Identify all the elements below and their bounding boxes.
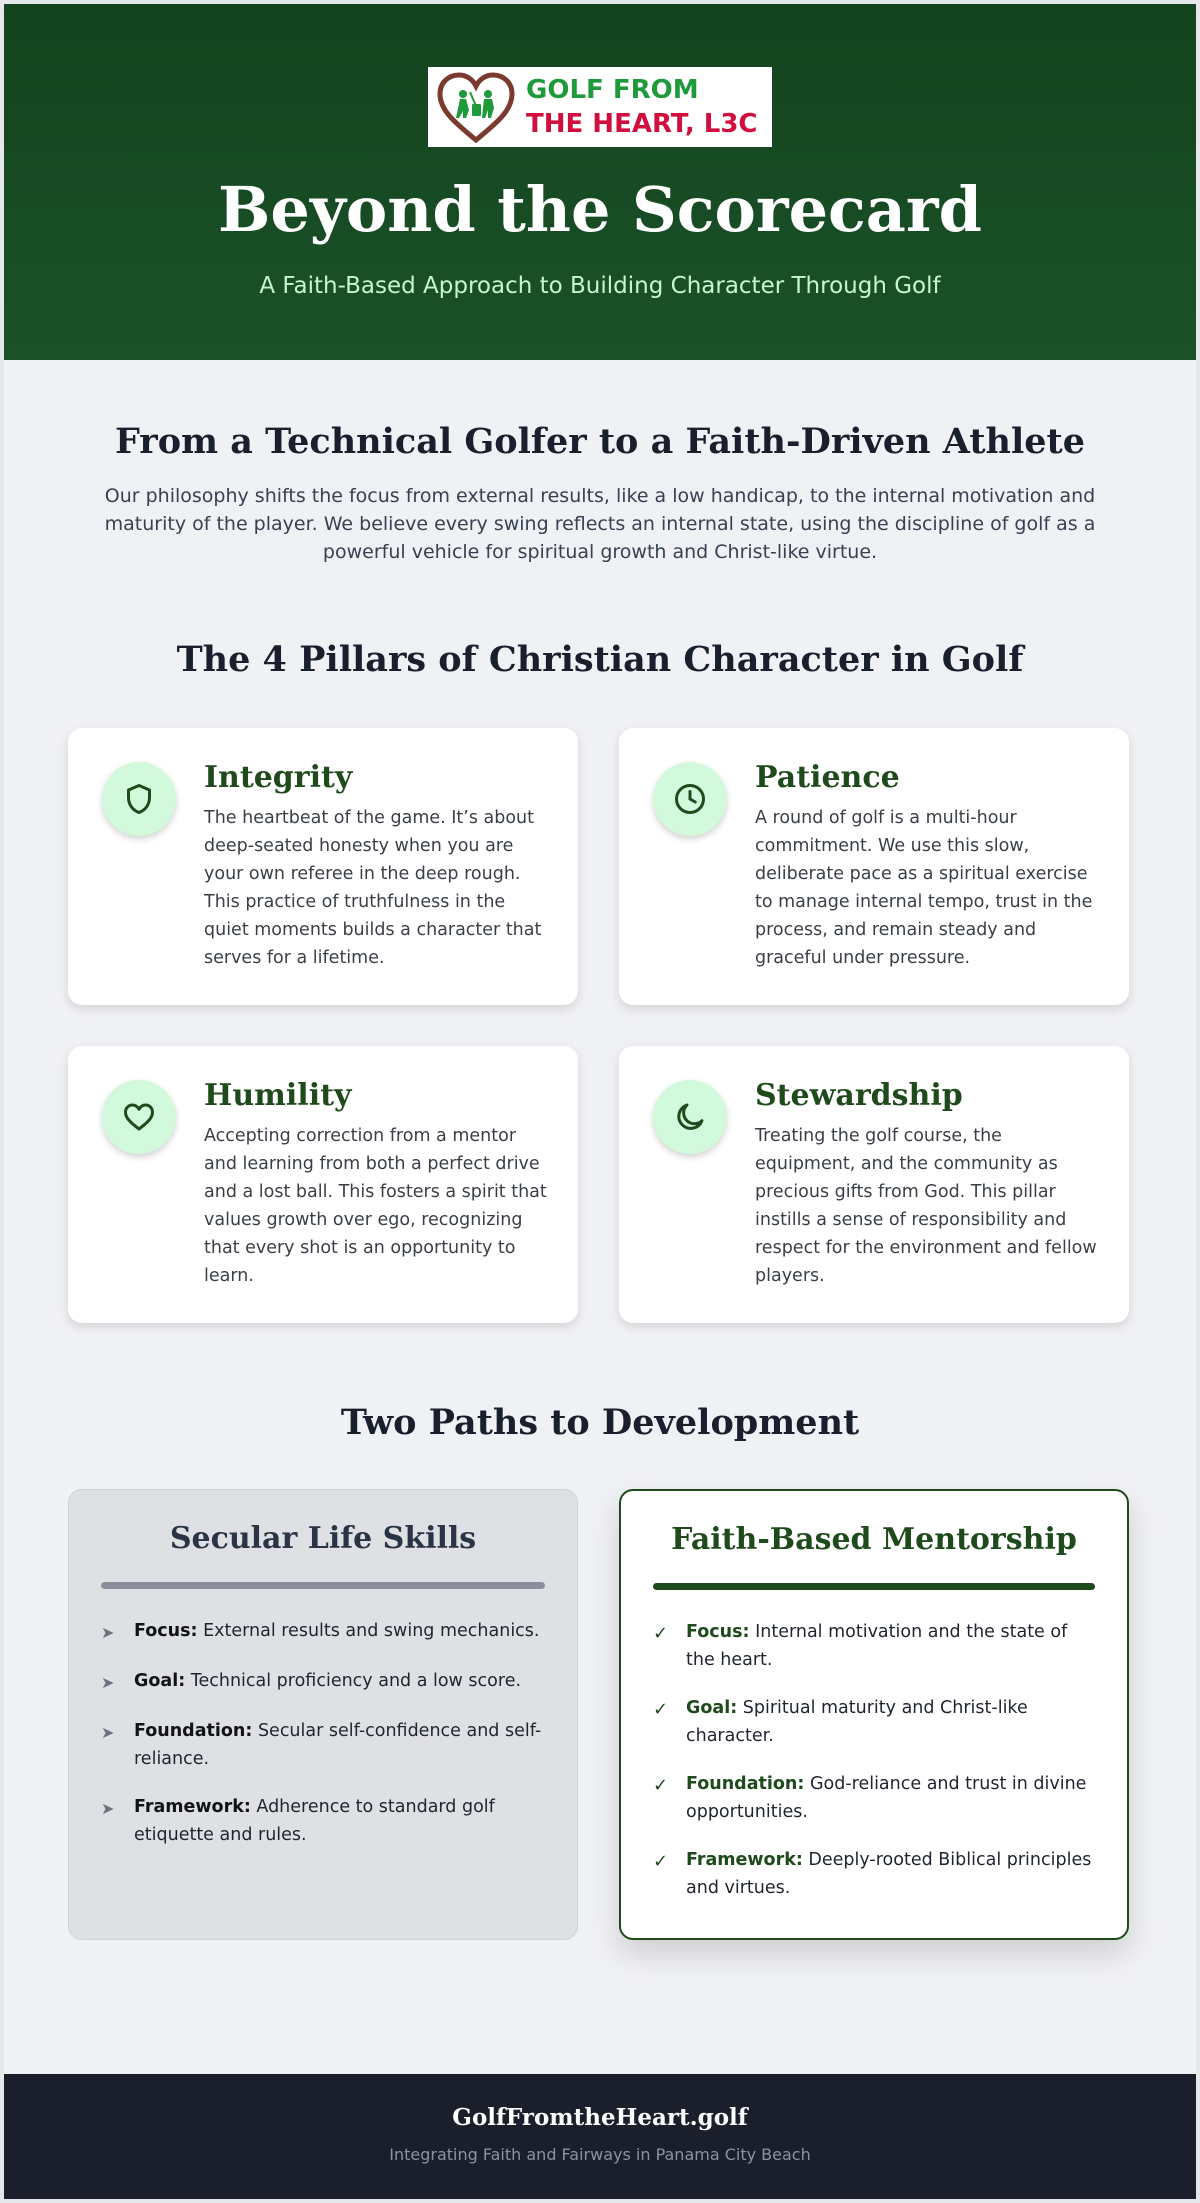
pillar-title: Integrity [204, 760, 353, 795]
pillar-title: Stewardship [755, 1078, 963, 1113]
list-item-value: Spiritual maturity and Christ-like character. [686, 1698, 1028, 1746]
faith-path-title: Faith-Based Mentorship [671, 1522, 1077, 1557]
list-item-text [686, 1770, 1095, 1826]
hero-subtitle: A Faith-Based Approach to Building Character Through Golf [259, 273, 941, 299]
list-item-key: Focus: [686, 1622, 750, 1642]
moon-icon [653, 1080, 727, 1154]
list-item-text [134, 1793, 545, 1849]
arrow-icon: ➤ [101, 1623, 115, 1642]
logo-line-2: THE HEART, L3C [526, 109, 758, 139]
checkmark-icon: ✓ [653, 1775, 669, 1796]
list-item-value: Internal motivation and the state of the heart. [686, 1622, 1068, 1670]
paths-title: Two Paths to Development [340, 1402, 860, 1443]
shield-icon [102, 762, 176, 836]
paths-comparison [4, 1489, 1196, 1940]
list-item-text [134, 1717, 545, 1773]
pillar-title: Humility [204, 1078, 352, 1113]
logo-line-1: GOLF FROM [526, 75, 699, 105]
list-item [101, 1617, 545, 1647]
list-item-text [686, 1618, 1095, 1674]
logo[interactable] [428, 67, 772, 147]
footer-site-link[interactable]: GolfFromtheHeart.golf [452, 2104, 748, 2131]
philosophy-title: From a Technical Golfer to a Faith-Driven Athlete [115, 421, 1085, 462]
pillar-content [204, 762, 548, 1005]
pillar-content [755, 1080, 1099, 1323]
pillar-text: Accepting correction from a mentor and learning from both a perfect drive and a lost ball. This fosters a spirit that values growth over ego, recognizing that every shot is an opportunity to learn. [204, 1126, 547, 1286]
list-item-key: Goal: [134, 1671, 186, 1691]
pillar-text: Treating the golf course, the equipment, and the community as precious gifts from God. This pillar instills a sense of responsibility and respect for the environment and fellow players. [755, 1126, 1097, 1286]
list-item [101, 1667, 545, 1697]
list-item-value: Secular self-confidence and self-reliance. [134, 1721, 542, 1769]
pillar-card-humility [68, 1046, 578, 1323]
pillar-text: A round of golf is a multi-hour commitment. We use this slow, deliberate pace as a spiritual exercise to manage internal tempo, trust in the process, and remain steady and graceful under pressure. [755, 808, 1093, 968]
philosophy-text: Our philosophy shifts the focus from external results, like a low handicap, to the internal motivation and maturity of the player. We believe every swing reflects an internal state, using the discipline of golf as a powerful vehicle for spiritual growth and Christ-like virtue. [104, 485, 1096, 563]
list-item-key: Focus: [134, 1621, 198, 1641]
list-item-value: Technical proficiency and a low score. [185, 1671, 522, 1691]
list-item-value: Adherence to standard golf etiquette and rules. [134, 1797, 495, 1845]
list-item-value: God-reliance and trust in divine opportunities. [686, 1774, 1087, 1822]
checkmark-icon: ✓ [653, 1851, 669, 1872]
hero-title: Beyond the Scorecard [218, 173, 982, 246]
heart-logo-icon [436, 70, 516, 144]
secular-path-title: Secular Life Skills [169, 1521, 477, 1556]
arrow-icon: ➤ [101, 1673, 115, 1692]
checkmark-icon: ✓ [653, 1623, 669, 1644]
secular-path-list [101, 1617, 545, 1849]
pillar-card-patience [619, 728, 1129, 1005]
list-item-text [686, 1846, 1095, 1902]
list-item-text [686, 1694, 1095, 1750]
checkmark-icon: ✓ [653, 1699, 669, 1720]
page [4, 4, 1196, 2199]
philosophy-section [4, 360, 1196, 566]
list-item-text [134, 1617, 539, 1647]
pillar-content [755, 762, 1099, 1005]
list-item [653, 1770, 1095, 1826]
footer-tagline: Integrating Faith and Fairways in Panama City Beach [389, 2145, 811, 2164]
pillar-title: Patience [755, 760, 900, 795]
list-item [653, 1618, 1095, 1674]
list-item-value: Deeply-rooted Biblical principles and virtues. [686, 1850, 1092, 1898]
pillars-title: The 4 Pillars of Christian Character in Golf [176, 639, 1024, 680]
list-item-value: External results and swing mechanics. [197, 1621, 540, 1641]
faith-path-list [653, 1618, 1095, 1902]
secular-path-card [68, 1489, 578, 1940]
clock-icon [653, 762, 727, 836]
footer [4, 2074, 1196, 2199]
list-item-key: Framework: [686, 1850, 803, 1870]
list-item-key: Framework: [134, 1797, 251, 1817]
list-item-key: Goal: [686, 1698, 738, 1718]
arrow-icon: ➤ [101, 1723, 115, 1742]
list-item [653, 1694, 1095, 1750]
pillar-text: The heartbeat of the game. It’s about deep-seated honesty when you are your own referee in the deep rough. This practice of truthfulness in the quiet moments builds a character that serves for a lifetime. [204, 808, 542, 968]
arrow-icon: ➤ [101, 1799, 115, 1818]
list-item [101, 1717, 545, 1773]
secular-path-divider [101, 1582, 545, 1589]
pillar-content [204, 1080, 548, 1323]
list-item-key: Foundation: [686, 1774, 805, 1794]
pillar-card-integrity [68, 728, 578, 1005]
logo-text [526, 73, 758, 141]
pillar-card-stewardship [619, 1046, 1129, 1323]
heart-icon [102, 1080, 176, 1154]
list-item-text [134, 1667, 521, 1697]
hero-header [4, 4, 1196, 360]
list-item [101, 1793, 545, 1849]
list-item [653, 1846, 1095, 1902]
faith-path-card [619, 1489, 1129, 1940]
pillars-grid [4, 728, 1196, 1323]
faith-path-divider [653, 1583, 1095, 1590]
list-item-key: Foundation: [134, 1721, 253, 1741]
